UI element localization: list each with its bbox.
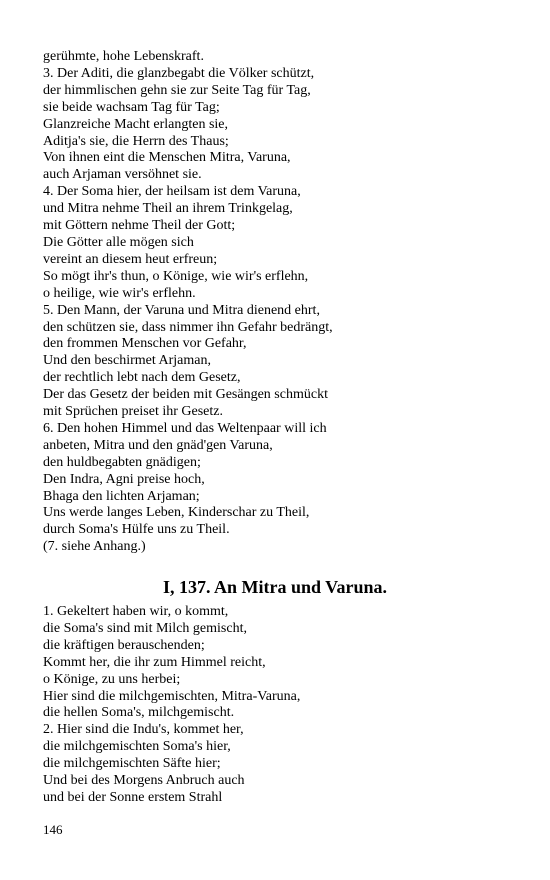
verse-line: Und bei des Morgens Anbruch auch [43,773,245,789]
verse-line: 1. Gekeltert haben wir, o kommt, [43,604,229,619]
verse-line: die milchgemischten Säfte hier; [43,756,221,772]
verse-line: der rechtlich lebt nach dem Gesetz, [43,370,241,386]
page-number: 146 [43,822,63,837]
verse-line: 3. Der Aditi, die glanzbegabt die Völker schützt, [43,65,315,81]
verse-line: den huldbegabten gnädigen; [43,454,201,470]
verse-line: o heilige, wie wir's erflehn. [43,285,196,301]
verse-line: Und den beschirmet Arjaman, [43,353,211,369]
verse-line: Kommt her, die ihr zum Himmel reicht, [43,654,266,670]
verse-line: Uns werde langes Leben, Kinderschar zu Theil, [43,505,310,521]
verse-line: den schützen sie, dass nimmer ihn Gefahr bedrängt, [43,319,333,335]
verse-line: Bhaga den lichten Arjaman; [43,488,200,504]
verse-line: 6. Den hohen Himmel und das Weltenpaar will ich [43,420,327,436]
verse-line: o Könige, zu uns herbei; [43,671,181,687]
verse-block-bottom [43,604,523,807]
verse-line: Glanzreiche Macht erlangten sie, [43,116,229,132]
verse-line: 5. Den Mann, der Varuna und Mitra dienend ehrt, [43,302,320,318]
verse-line: Der das Gesetz der beiden mit Gesängen schmückt [43,387,328,403]
verse-line: die Soma's sind mit Milch gemischt, [43,620,247,636]
verse-line: die milchgemischten Soma's hier, [43,739,231,755]
verse-line: Den Indra, Agni preise hoch, [43,471,205,487]
verse-line: durch Soma's Hülfe uns zu Theil. [43,522,230,538]
verse-line: Von ihnen eint die Menschen Mitra, Varuna, [43,150,291,166]
verse-line: vereint an diesem heut erfreun; [43,251,218,267]
verse-line: auch Arjaman versöhnet sie. [43,167,202,183]
verse-line: gerühmte, hohe Lebenskraft. [43,49,204,64]
verse-line: der himmlischen gehn sie zur Seite Tag für Tag, [43,82,311,98]
verse-line: die kräftigen berauschenden; [43,637,205,653]
verse-line: 2. Hier sind die Indu's, kommet her, [43,722,244,738]
verse-block-top [43,49,523,556]
section-heading: I, 137. An Mitra und Varuna. [162,577,388,597]
verse-line: Aditja's sie, die Herrn des Thaus; [43,133,229,149]
verse-line: mit Göttern nehme Theil der Gott; [43,218,236,234]
verse-line: den frommen Menschen vor Gefahr, [43,336,247,352]
verse-line: und Mitra nehme Theil an ihrem Trinkgelag, [43,201,293,217]
verse-line: die hellen Soma's, milchgemischt. [43,705,235,721]
verse-line: mit Sprüchen preiset ihr Gesetz. [43,404,224,420]
verse-line: anbeten, Mitra und den gnäd'gen Varuna, [43,437,273,453]
verse-line: Hier sind die milchgemischten, Mitra-Varuna, [43,688,301,704]
verse-line: und bei der Sonne erstem Strahl [43,789,223,805]
verse-line: (7. siehe Anhang.) [43,539,146,555]
verse-line: 4. Der Soma hier, der heilsam ist dem Varuna, [43,184,301,200]
verse-line: Die Götter alle mögen sich [43,234,194,250]
verse-line: sie beide wachsam Tag für Tag; [43,99,220,115]
verse-line: So mögt ihr's thun, o Könige, wie wir's erflehn, [43,268,309,284]
